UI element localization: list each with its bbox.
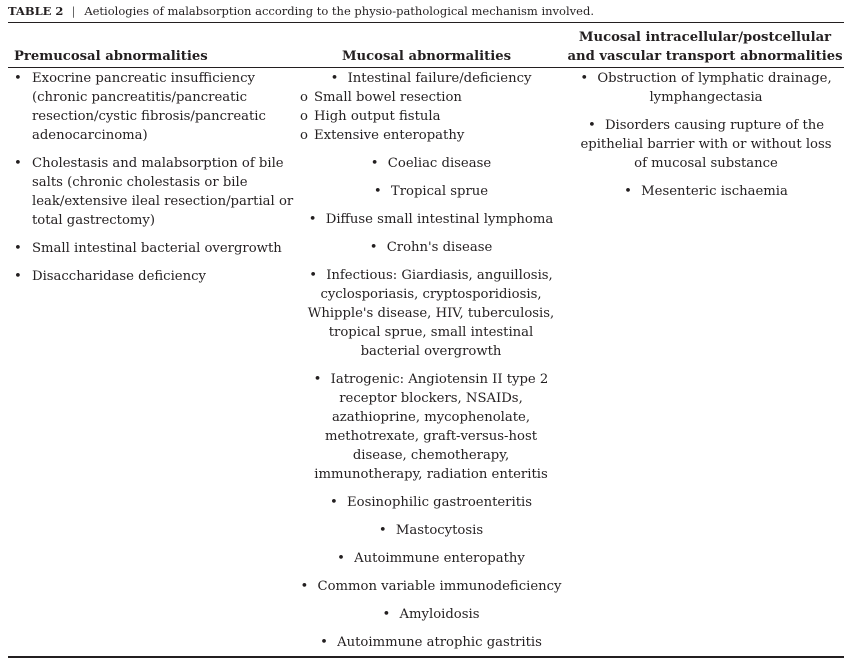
header-premucosal: Premucosal abnormalities	[14, 49, 208, 64]
bullet-icon: •	[624, 184, 632, 199]
bullet-icon: •	[320, 635, 328, 650]
list-item: • Disaccharidase deficiency	[14, 269, 206, 284]
bullet-icon: •	[337, 551, 345, 566]
list-item: • Disorders causing rupture of the epithelial barrier with or without loss of mucosal substance	[580, 118, 832, 171]
bullet-icon: •	[330, 71, 339, 86]
list-item: • Amyloidosis	[382, 607, 480, 622]
list-item: • Autoimmune enteropathy	[337, 551, 525, 566]
list-item: • Common variable immunodeficiency	[300, 579, 562, 594]
bullet-icon: •	[580, 71, 589, 86]
list-item: • Intestinal failure/deficiency o Small bowel resection o High output fistula o Extensive enteropathy	[300, 69, 562, 145]
list-item: • Crohn's disease	[369, 240, 493, 255]
header-transport-line2: and vascular transport abnormalities	[567, 49, 843, 64]
bullet-icon: •	[308, 212, 317, 227]
list-item: • Eosinophilic gastroenteritis	[330, 495, 532, 510]
bullet-icon: •	[300, 579, 309, 594]
sub-list-item: o High output fistula	[300, 109, 441, 124]
bullet-icon: •	[313, 372, 322, 387]
caption-separator: |	[71, 4, 76, 18]
premucosal-column	[14, 69, 294, 295]
bottom-rule	[8, 656, 844, 658]
list-item: • Iatrogenic: Angiotensin II type 2 receptor blockers, NSAIDs, azathioprine, mycophenolate, methotrexate, graft-versus-host disease, chemotherapy, immunotherapy, radiation enteritis	[313, 372, 549, 482]
list-item: • Diffuse small intestinal lymphoma	[308, 212, 554, 227]
bullet-icon: •	[14, 156, 22, 171]
caption-text: Aetiologies of malabsorption according to the physio-pathological mechanism involved.	[84, 4, 594, 18]
list-item: • Exocrine pancreatic insufficiency (chronic pancreatitis/pancreatic resection/cystic fibrosis/pancreatic adenocarcinoma)	[14, 71, 266, 143]
premucosal-list	[14, 69, 294, 286]
header-transport	[566, 28, 844, 66]
bullet-icon: •	[330, 495, 338, 510]
bullet-icon: •	[14, 71, 22, 86]
table-label: TABLE 2	[8, 4, 64, 18]
mucosal-column	[300, 69, 562, 661]
list-item: • Coeliac disease	[370, 156, 492, 171]
list-item: • Cholestasis and malabsorption of bile salts (chronic cholestasis or bile leak/extensive ileal resection/partial or total gastrectomy)	[14, 156, 294, 228]
transport-list	[572, 69, 840, 201]
bullet-icon: •	[14, 269, 22, 284]
sub-list-item: o Small bowel resection	[300, 90, 462, 105]
bullet-icon: •	[373, 184, 382, 199]
intestinal-failure-sublist	[300, 88, 562, 145]
table-caption	[8, 3, 843, 19]
bullet-icon: •	[587, 118, 596, 133]
sub-list-item: o Extensive enteropathy	[300, 128, 465, 143]
mucosal-list	[300, 69, 562, 652]
list-item: • Mastocytosis	[378, 523, 484, 538]
top-rule	[8, 22, 844, 23]
bullet-icon: •	[14, 241, 22, 256]
bullet-icon: •	[378, 523, 387, 538]
hollow-bullet-icon: o	[300, 128, 308, 143]
bullet-icon: •	[309, 268, 317, 283]
list-item: • Obstruction of lymphatic drainage, lymphangectasia	[580, 71, 832, 105]
list-item: • Mesenteric ischaemia	[624, 184, 788, 199]
header-rule	[8, 67, 844, 68]
header-transport-line1: Mucosal intracellular/postcellular	[578, 30, 832, 45]
hollow-bullet-icon: o	[300, 109, 308, 124]
list-item: • Small intestinal bacterial overgrowth	[14, 241, 282, 256]
transport-column	[572, 69, 840, 210]
list-item: • Infectious: Giardiasis, anguillosis, cyclosporiasis, cryptosporidiosis, Whipple's disease, HIV, tuberculosis, tropical sprue, small intestinal bacterial overgrowth	[307, 268, 555, 359]
bullet-icon: •	[382, 607, 391, 622]
hollow-bullet-icon: o	[300, 90, 308, 105]
bullet-icon: •	[370, 156, 379, 171]
list-item: • Autoimmune atrophic gastritis	[320, 635, 542, 650]
list-item: • Tropical sprue	[373, 184, 489, 199]
header-mucosal: Mucosal abnormalities	[341, 49, 512, 64]
bullet-icon: •	[369, 240, 378, 255]
